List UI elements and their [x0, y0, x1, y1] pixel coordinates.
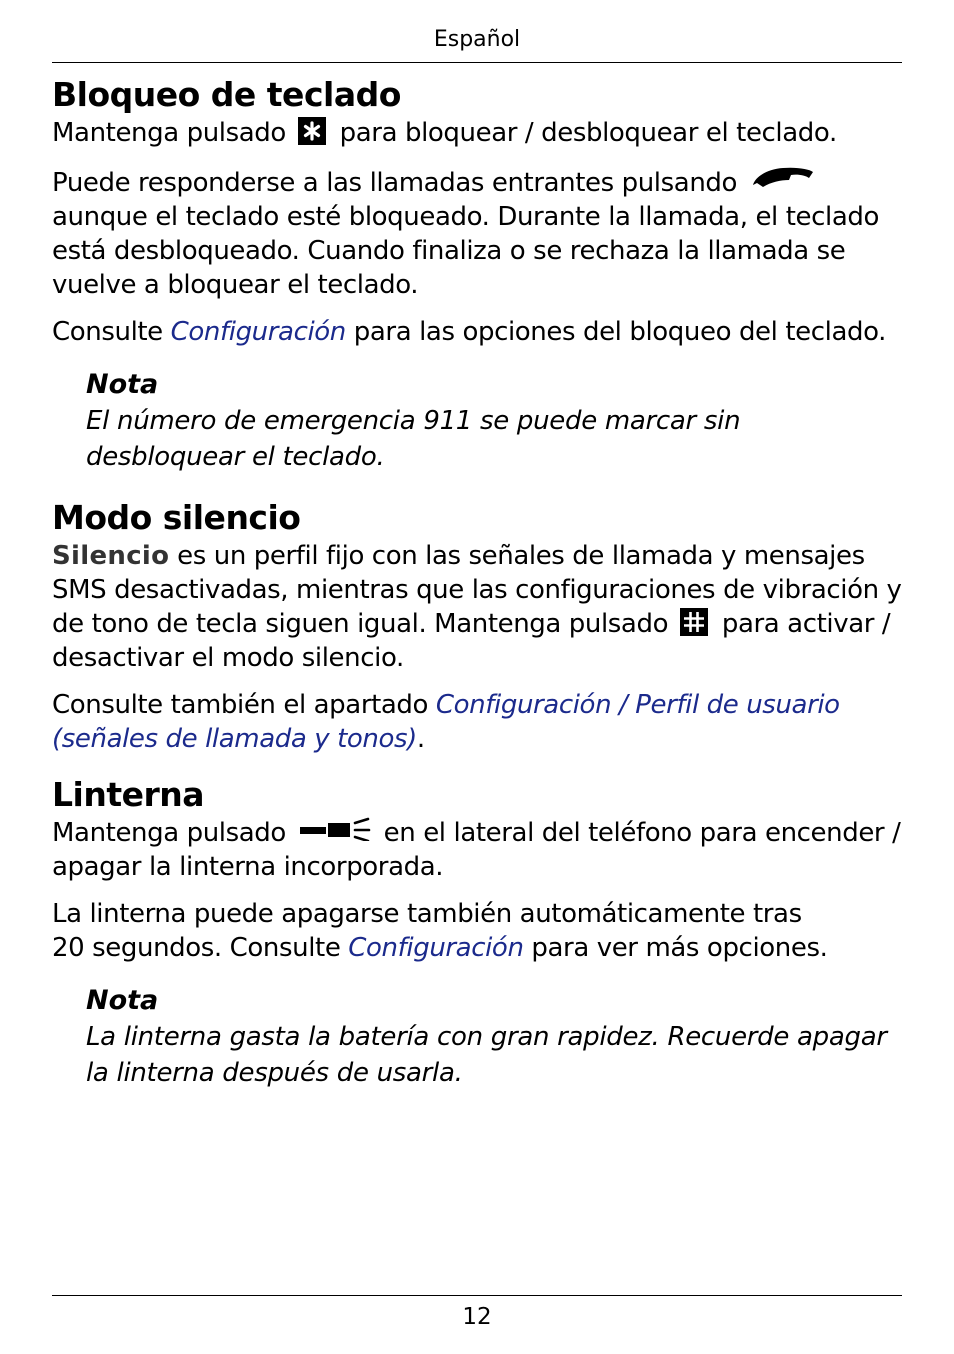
hash-key-icon: [680, 608, 708, 636]
note-text: La linterna gasta la batería con gran rapidez. Recuerde apagar la linterna después de usarla.: [86, 1022, 887, 1088]
keylock-p1-text-after: para bloquear / desbloquear el teclado.: [339, 118, 837, 148]
note-text: El número de emergencia 911 se puede marcar sin desbloquear el teclado.: [86, 406, 741, 472]
keylock-paragraph-3: [52, 315, 912, 349]
flashlight-p1-text-after: en el lateral del teléfono para encender / apagar la linterna incorporada.: [52, 818, 901, 882]
flashlight-note: [86, 983, 912, 1091]
silent-p2-text: Consulte también el apartado: [52, 690, 429, 720]
keylock-paragraph-1: [52, 116, 912, 150]
section-keylock: [52, 74, 912, 475]
link-perfil-usuario[interactable]: Configuración / Perfil de usuario (señales de llamada y tonos): [52, 690, 840, 754]
flashlight-p2-line1: La linterna puede apagarse también automáticamente tras: [52, 899, 802, 929]
silent-paragraph-2: [52, 688, 912, 756]
link-configuracion[interactable]: Configuración: [170, 317, 346, 347]
flashlight-p1-text: Mantenga pulsado: [52, 818, 286, 848]
flashlight-p2-text-after: para ver más opciones.: [531, 933, 828, 963]
flashlight-paragraph-2: [52, 897, 912, 965]
phone-handset-icon: [749, 163, 817, 198]
keylock-p3-text-after: para las opciones del bloqueo del teclado.: [353, 317, 887, 347]
keylock-paragraph-2: [52, 163, 912, 302]
header-divider: [52, 62, 902, 63]
footer-divider: [52, 1295, 902, 1296]
page-content: [52, 74, 912, 1091]
silent-p1-text: es un perfil fijo con las señales de llamada y mensajes SMS desactivadas, mientras que las configuraciones de vibración y de tono de tecla siguen igual. Mantenga pulsado: [52, 541, 902, 639]
silent-p2-period: .: [416, 724, 425, 754]
link-configuracion-2[interactable]: Configuración: [348, 933, 524, 963]
silent-paragraph-1: [52, 539, 912, 675]
section-title-keylock: Bloqueo de teclado: [52, 75, 401, 114]
keylock-p2-text-after: aunque el teclado esté bloqueado. Durante la llamada, el teclado está desbloqueado. Cuando finaliza o se rechaza la llamada se vuelve a bloquear el teclado.: [52, 202, 879, 300]
flashlight-paragraph-1: [52, 816, 912, 884]
section-title-silent: Modo silencio: [52, 498, 301, 537]
keylock-p2-text: Puede responderse a las llamadas entrantes pulsando: [52, 168, 738, 198]
header-language: Español: [433, 27, 521, 52]
keylock-p1-text: Mantenga pulsado: [52, 118, 286, 148]
flashlight-p2-text: 20 segundos. Consulte: [52, 933, 341, 963]
note-title: Nota: [86, 369, 159, 400]
section-flashlight: [52, 774, 912, 1091]
silent-p1-text-after: para activar / desactivar el modo silencio.: [52, 609, 891, 673]
silent-term: Silencio: [52, 541, 170, 571]
keylock-note: [86, 367, 912, 475]
keylock-p3-text: Consulte: [52, 317, 163, 347]
flashlight-key-icon: [300, 816, 372, 850]
section-silent: [52, 497, 912, 756]
section-title-flashlight: Linterna: [52, 775, 205, 814]
note-title: Nota: [86, 985, 159, 1016]
star-key-icon: [298, 117, 326, 145]
page-number: 12: [462, 1304, 492, 1330]
